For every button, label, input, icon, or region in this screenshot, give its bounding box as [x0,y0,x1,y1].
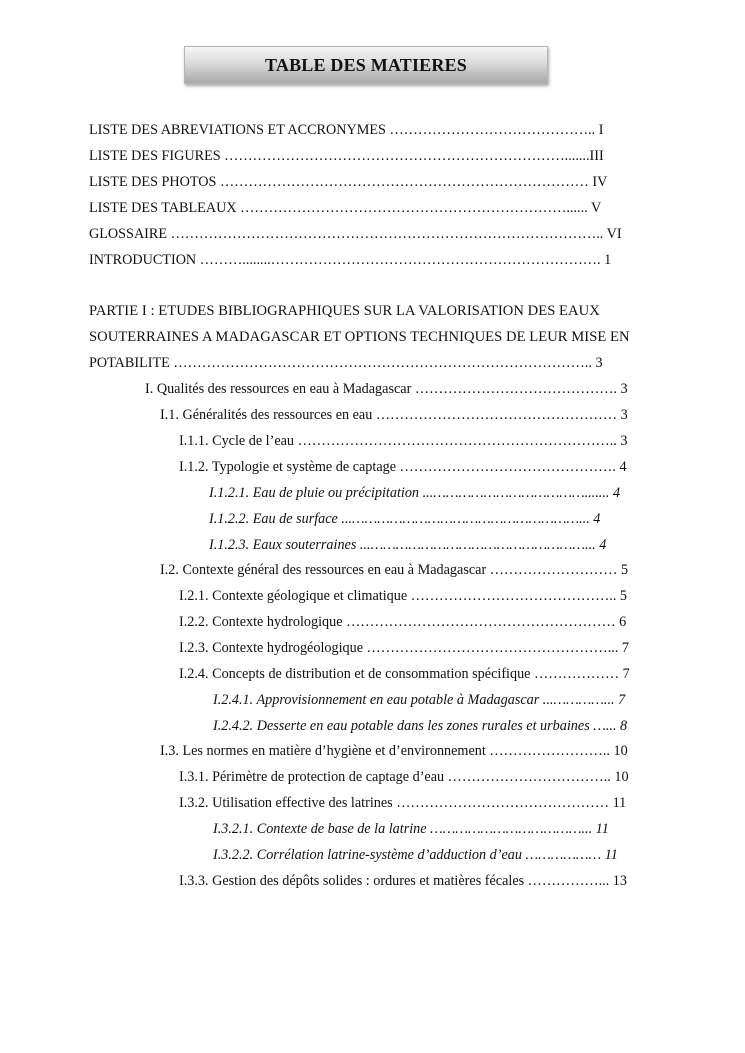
toc-entry: I.3.2.1. Contexte de base de la latrine ………………………………... 11 [213,821,609,837]
toc-entry-abreviations: LISTE DES ABREVIATIONS ET ACCRONYMES …………………………………….. I [89,122,604,138]
toc-entry-figures: LISTE DES FIGURES ……………………………………………………………….......III [89,148,604,164]
toc-entry: I.3.1. Périmètre de protection de captage d’eau …………………………….. 10 [179,769,629,785]
toc-entry: I.1.2.2. Eau de surface ...………………………………………………... 4 [209,511,601,527]
toc-entry: I.3.3. Gestion des dépôts solides : ordures et matières fécales ……………... 13 [179,873,627,889]
partie-heading-line-2: SOUTERRAINES A MADAGASCAR ET OPTIONS TECHNIQUES DE LEUR MISE EN [89,329,630,345]
toc-entry: I.3.2.2. Corrélation latrine-système d’adduction d’eau ……………… 11 [213,847,618,863]
toc-entry: I.2.4. Concepts de distribution et de consommation spécifique ……………… 7 [179,666,630,682]
toc-entry: I.1.2.1. Eau de pluie ou précipitation ...………………………………....... 4 [209,485,621,501]
partie-heading-line-3: POTABILITE …………………………………………………………………………….. 3 [89,355,603,371]
toc-entry-glossaire: GLOSSAIRE ……………………………………………………………………………….. VI [89,226,622,242]
toc-entry: I.1. Généralités des ressources en eau …………………………………………… 3 [160,407,628,423]
toc-entry: I. Qualités des ressources en eau à Madagascar ……………………………………. 3 [145,381,628,397]
page-title: TABLE DES MATIERES [265,54,467,75]
toc-entry-photos: LISTE DES PHOTOS …………………………………………………………………… IV [89,174,608,190]
toc-entry: I.2.4.1. Approvisionnement en eau potable à Madagascar ...…………... 7 [213,692,626,708]
toc-entry: I.2. Contexte général des ressources en eau à Madagascar ……………………… 5 [160,562,629,578]
title-box [184,46,548,84]
toc-entry: I.2.4.2. Desserte en eau potable dans les zones rurales et urbaines …... 8 [213,718,628,734]
toc-entry: I.1.1. Cycle de l’eau ………………………………………………………….. 3 [179,433,628,449]
toc-entry: I.3.2. Utilisation effective des latrines ……………………………………… 11 [179,795,627,811]
toc-entry-tableaux: LISTE DES TABLEAUX ……………………………………………………………...... V [89,200,602,216]
toc-entry-introduction: INTRODUCTION ………........……………………………………………………………. 1 [89,252,612,268]
toc-entry: I.1.2. Typologie et système de captage ………………………………………. 4 [179,459,627,475]
toc-entry: I.1.2.3. Eaux souterraines ...……………………………………………... 4 [209,537,607,553]
partie-heading-line-1: PARTIE I : ETUDES BIBLIOGRAPHIQUES SUR LA VALORISATION DES EAUX [89,303,600,319]
toc-entry: I.2.3. Contexte hydrogéologique ……………………………………………... 7 [179,640,630,656]
toc-entry: I.2.1. Contexte géologique et climatique …………………………………….. 5 [179,588,628,604]
toc-entry: I.3. Les normes en matière d’hygiène et d’environnement …………………….. 10 [160,743,628,759]
toc-entry: I.2.2. Contexte hydrologique ………………………………………………… 6 [179,614,627,630]
